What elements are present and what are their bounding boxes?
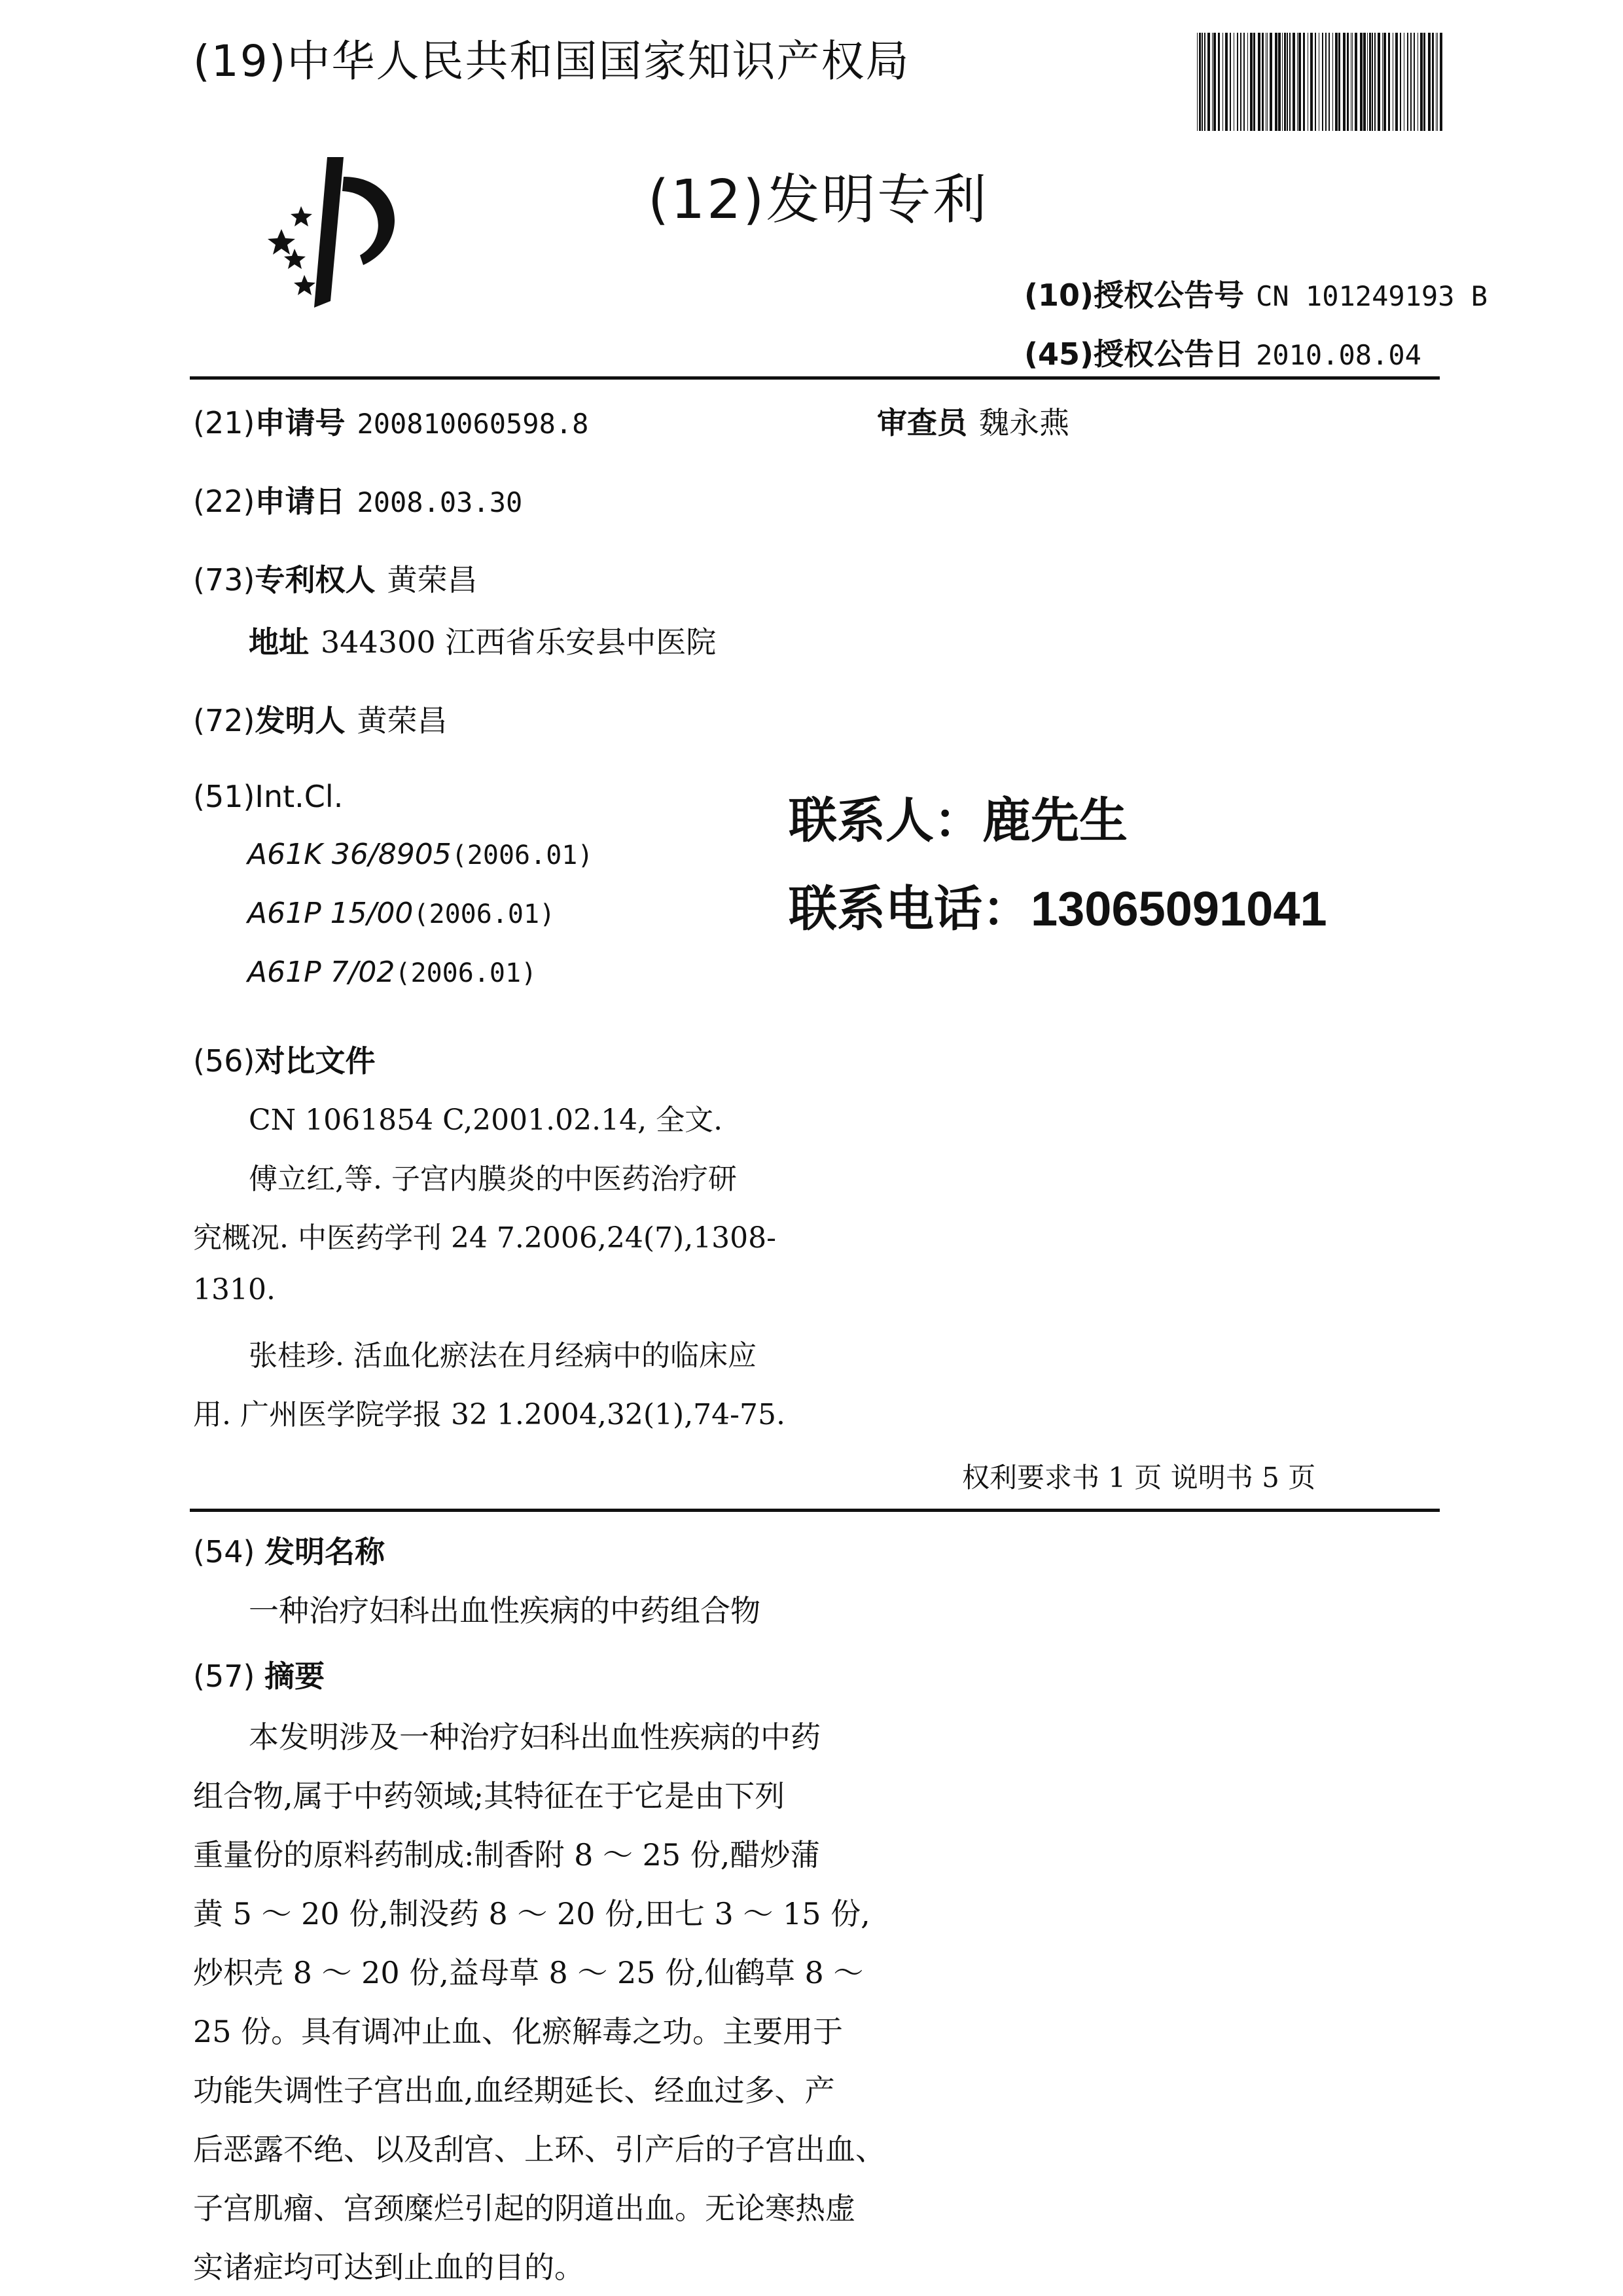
issuing-office: (19)中华人民共和国国家知识产权局 <box>193 36 910 86</box>
field-code: (21) <box>193 405 255 440</box>
application-date <box>193 478 522 521</box>
reference-line: CN 1061854 C,2001.02.14, 全文. <box>249 1103 723 1137</box>
references-heading <box>193 1037 375 1081</box>
page-count-info: 权利要求书 1 页 说明书 5 页 <box>962 1462 1316 1494</box>
application-number <box>193 399 588 442</box>
invention-title: 一种治疗妇科出血性疾病的中药组合物 <box>249 1593 760 1628</box>
grant-number-row <box>1024 272 1488 315</box>
ipc-class-1 <box>247 838 593 871</box>
contact-person: 联系人：鹿先生 <box>789 793 1128 848</box>
ipc-version: (2006.01) <box>395 958 537 988</box>
patentee <box>193 556 477 600</box>
grant-number-label: (10)授权公告号 <box>1024 278 1245 313</box>
field-value: 344300 江西省乐安县中医院 <box>321 624 717 660</box>
abstract-line: 黄 5 ～ 20 份,制没药 8 ～ 20 份,田七 3 ～ 15 份, <box>193 1896 870 1931</box>
grant-number-value: CN 101249193 B <box>1256 280 1488 312</box>
ipc-code: A61K 36/8905 <box>247 838 452 871</box>
contact-phone: 联系电话：13065091041 <box>789 882 1327 936</box>
header-divider <box>190 376 1440 380</box>
address <box>249 619 716 662</box>
field-code: (73) <box>193 562 255 598</box>
abstract-line: 实诸症均可达到止血的目的。 <box>193 2250 584 2285</box>
invention-title-heading <box>193 1528 385 1571</box>
abstract-divider <box>190 1509 1440 1512</box>
field-code: (56) <box>193 1043 255 1079</box>
field-code: (72) <box>193 703 255 738</box>
field-label: 摘要 <box>264 1659 325 1694</box>
document-type: (12)发明专利 <box>648 169 989 231</box>
field-code: (54) <box>193 1534 255 1570</box>
barcode <box>1194 33 1443 131</box>
abstract-line: 功能失调性子宫出血,血经期延长、经血过多、产 <box>193 2073 835 2108</box>
field-value: 黄荣昌 <box>357 703 448 738</box>
abstract-line: 本发明涉及一种治疗妇科出血性疾病的中药 <box>249 1719 821 1755</box>
field-value: 200810060598.8 <box>357 408 589 440</box>
field-code: (57) <box>193 1659 255 1694</box>
reference-line: 张桂珍. 活血化瘀法在月经病中的临床应 <box>249 1339 757 1372</box>
abstract-heading <box>193 1653 325 1696</box>
ipc-code: A61P 15/00 <box>247 897 414 930</box>
grant-date-label: (45)授权公告日 <box>1024 336 1245 372</box>
reference-line: 1310. <box>193 1273 276 1306</box>
grant-date-row <box>1024 331 1421 374</box>
field-code: (22) <box>193 484 255 519</box>
field-label: 发明名称 <box>264 1534 385 1570</box>
field-value: 魏永燕 <box>979 405 1069 440</box>
inventor <box>193 697 447 740</box>
field-label: 对比文件 <box>255 1043 376 1079</box>
field-value: 2008.03.30 <box>357 486 523 518</box>
ipc-class-2 <box>247 897 555 930</box>
reference-line: 究概况. 中医药学刊 24 7.2006,24(7),1308- <box>193 1221 777 1255</box>
reference-line: 傅立红,等. 子宫内膜炎的中医药治疗研 <box>249 1162 737 1196</box>
abstract-line: 25 份。具有调冲止血、化瘀解毒之功。主要用于 <box>193 2014 844 2049</box>
ipc-version: (2006.01) <box>451 840 594 870</box>
abstract-line: 组合物,属于中药领域;其特征在于它是由下列 <box>193 1778 785 1814</box>
field-label: 地址 <box>249 624 309 660</box>
field-value: 黄荣昌 <box>387 562 478 598</box>
abstract-line: 重量份的原料药制成:制香附 8 ～ 25 份,醋炒蒲 <box>193 1837 821 1873</box>
abstract-line: 后恶露不绝、以及刮宫、上环、引产后的子宫出血、 <box>193 2132 885 2167</box>
reference-line: 用. 广州医学院学报 32 1.2004,32(1),74-75. <box>193 1398 786 1431</box>
examiner <box>877 399 1069 442</box>
field-label: 专利权人 <box>255 562 376 598</box>
field-label: 申请日 <box>255 484 346 519</box>
field-label: 申请号 <box>255 405 346 440</box>
int-cl-label: (51)Int.Cl. <box>193 779 344 814</box>
field-label: 审查员 <box>877 405 967 440</box>
field-label: 发明人 <box>255 703 346 738</box>
ipc-class-3 <box>247 956 537 989</box>
ipc-version: (2006.01) <box>413 899 556 929</box>
cnipa-logo <box>265 151 422 314</box>
abstract-line: 炒枳壳 8 ～ 20 份,益母草 8 ～ 25 份,仙鹤草 8 ～ <box>193 1955 864 1990</box>
ipc-code: A61P 7/02 <box>247 956 395 989</box>
grant-date-value: 2010.08.04 <box>1256 339 1421 371</box>
abstract-line: 子宫肌瘤、宫颈糜烂引起的阴道出血。无论寒热虚 <box>193 2191 855 2226</box>
